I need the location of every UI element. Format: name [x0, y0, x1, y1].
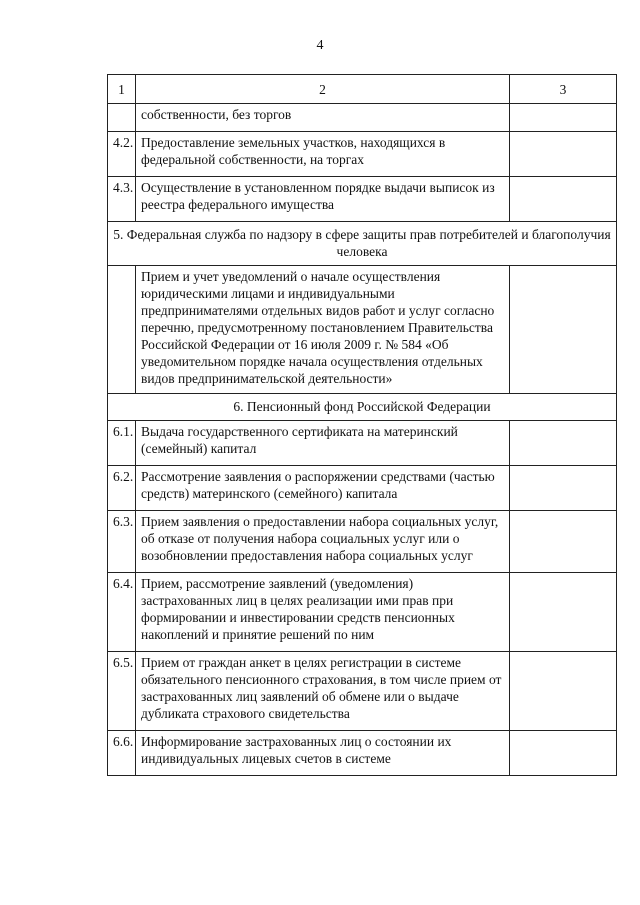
item-number: 4.2.	[108, 132, 136, 177]
table-row	[108, 466, 617, 511]
item-col-3	[510, 177, 617, 222]
item-text: Прием, рассмотрение заявлений (уведомления) застрахованных лиц в целях реализации ими прав при формировании и инвестировании средств пенсионных накоплений и принятие решений по ним	[136, 573, 510, 652]
item-number	[108, 266, 136, 394]
item-number	[108, 104, 136, 132]
item-col-3	[510, 652, 617, 731]
item-text: Прием от граждан анкет в целях регистрации в системе обязательного пенсионного страхования, в том числе прием от застрахованных лиц заявлений об обмене или о выдаче дубликата страхового свидетельства	[136, 652, 510, 731]
table-row	[108, 177, 617, 222]
item-text: собственности, без торгов	[136, 104, 510, 132]
item-text: Прием и учет уведомлений о начале осуществления юридическими лицами и индивидуальными предпринимателями отдельных видов работ и услуг согласно перечню, предусмотренному постановлением Правительства Российской Федерации от 16 июля 2009 г. № 584 «Об уведомительном порядке начала осуществления отдельных видов предпринимательской деятельности»	[136, 266, 510, 394]
header-col-3: 3	[510, 75, 617, 104]
table-row	[108, 731, 617, 776]
item-col-3	[510, 266, 617, 394]
item-number: 6.4.	[108, 573, 136, 652]
item-text: Прием заявления о предоставлении набора социальных услуг, об отказе от получения набора социальных услуг или о возобновлении предоставления набора социальных услуг	[136, 511, 510, 573]
table-row	[108, 266, 617, 394]
item-number: 6.1.	[108, 421, 136, 466]
services-table	[107, 74, 617, 776]
item-number: 6.3.	[108, 511, 136, 573]
item-text: Предоставление земельных участков, находящихся в федеральной собственности, на торгах	[136, 132, 510, 177]
item-col-3	[510, 466, 617, 511]
item-text: Информирование застрахованных лиц о состоянии их индивидуальных лицевых счетов в системе	[136, 731, 510, 776]
item-col-3	[510, 421, 617, 466]
table-row	[108, 132, 617, 177]
item-number: 4.3.	[108, 177, 136, 222]
item-text: Выдача государственного сертификата на материнский (семейный) капитал	[136, 421, 510, 466]
section-row	[108, 222, 617, 266]
page-number: 4	[316, 38, 324, 53]
table-row	[108, 573, 617, 652]
section-title: 5. Федеральная служба по надзору в сфере защиты прав потребителей и благополучия человека	[108, 222, 617, 266]
item-number: 6.5.	[108, 652, 136, 731]
item-number: 6.6.	[108, 731, 136, 776]
section-title: 6. Пенсионный фонд Российской Федерации	[108, 394, 617, 421]
item-text: Рассмотрение заявления о распоряжении средствами (частью средств) материнского (семейного) капитала	[136, 466, 510, 511]
item-col-3	[510, 731, 617, 776]
item-col-3	[510, 104, 617, 132]
item-col-3	[510, 573, 617, 652]
item-text: Осуществление в установленном порядке выдачи выписок из реестра федерального имущества	[136, 177, 510, 222]
table-row	[108, 104, 617, 132]
table-header-row	[108, 75, 617, 104]
item-col-3	[510, 132, 617, 177]
table-row	[108, 421, 617, 466]
table-row	[108, 652, 617, 731]
table-row	[108, 511, 617, 573]
section-row	[108, 394, 617, 421]
item-col-3	[510, 511, 617, 573]
item-number: 6.2.	[108, 466, 136, 511]
header-col-2: 2	[136, 75, 510, 104]
header-col-1: 1	[108, 75, 136, 104]
